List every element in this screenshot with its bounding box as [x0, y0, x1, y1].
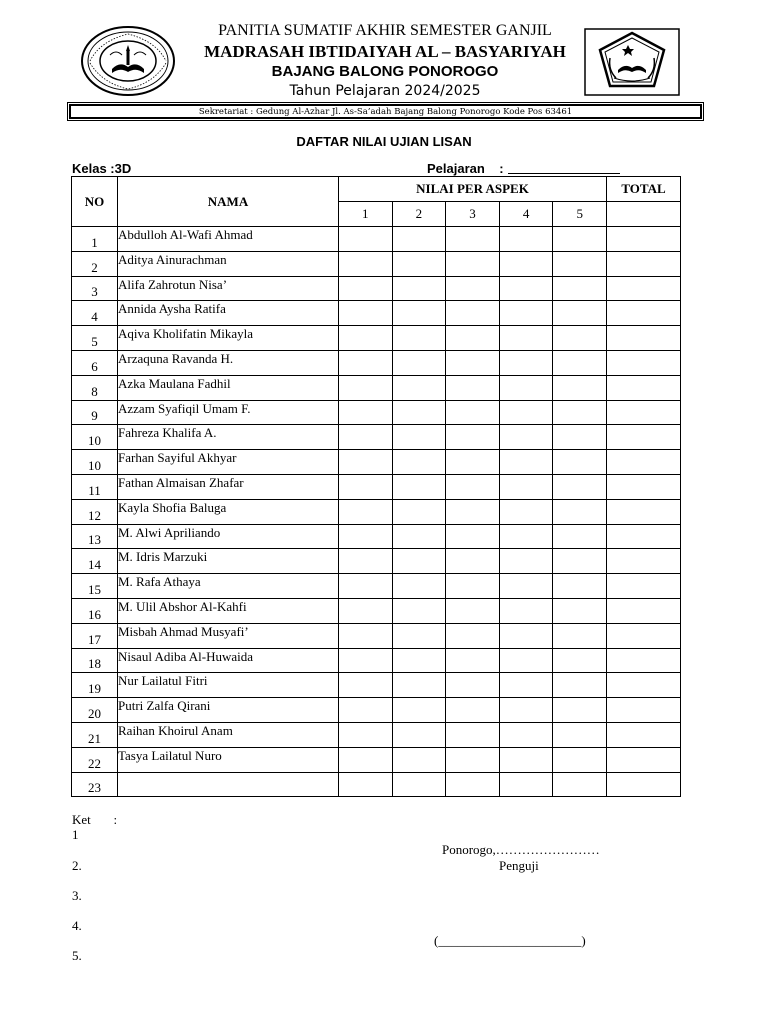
score-cell-aspek-4 [499, 400, 553, 425]
committee-heading: PANITIA SUMATIF AKHIR SEMESTER GANJIL [218, 22, 552, 39]
student-name: Annida Aysha Ratifa [118, 301, 339, 326]
student-name: M. Ulil Abshor Al-Kahfi [118, 598, 339, 623]
signature-place-date: Ponorogo,…………………… [442, 842, 600, 857]
score-cell-aspek-2 [392, 598, 446, 623]
score-cell-aspek-1 [339, 227, 393, 252]
score-cell-total [607, 549, 681, 574]
secretariat-address: Sekretariat : Gedung Al-Azhar Jl. As-Sa’adah Bajang Balong Ponorogo Kode Pos 63461 [69, 104, 702, 119]
score-cell-aspek-4 [499, 698, 553, 723]
student-name: Tasya Lailatul Nuro [118, 747, 339, 772]
row-number: 6 [72, 350, 118, 375]
score-cell-total [607, 524, 681, 549]
table-row [72, 227, 681, 252]
score-cell-aspek-5 [553, 673, 607, 698]
student-name: Aditya Ainurachman [118, 251, 339, 276]
row-number: 2 [72, 251, 118, 276]
student-name: Misbah Ahmad Musyafi’ [118, 623, 339, 648]
score-cell-aspek-3 [446, 772, 500, 797]
student-name: Putri Zalfa Qirani [118, 698, 339, 723]
student-name: Raihan Khoirul Anam [118, 722, 339, 747]
row-number: 19 [72, 673, 118, 698]
score-cell-aspek-3 [446, 549, 500, 574]
score-cell-aspek-5 [553, 549, 607, 574]
row-number: 10 [72, 425, 118, 450]
score-cell-aspek-4 [499, 375, 553, 400]
table-row [72, 301, 681, 326]
score-cell-aspek-3 [446, 375, 500, 400]
score-cell-aspek-5 [553, 375, 607, 400]
score-cell-aspek-5 [553, 499, 607, 524]
signature-name-line: (______________________) [434, 933, 586, 948]
score-cell-aspek-3 [446, 450, 500, 475]
row-number: 17 [72, 623, 118, 648]
subject-label: Pelajaran : [427, 161, 504, 176]
table-row [72, 747, 681, 772]
score-cell-aspek-4 [499, 301, 553, 326]
score-cell-aspek-5 [553, 301, 607, 326]
header-aspek-3: 3 [446, 202, 500, 227]
score-cell-aspek-1 [339, 400, 393, 425]
score-cell-aspek-3 [446, 251, 500, 276]
score-cell-total [607, 251, 681, 276]
student-name: Azka Maulana Fadhil [118, 375, 339, 400]
score-cell-total [607, 574, 681, 599]
row-number: 3 [72, 276, 118, 301]
student-name: Nur Lailatul Fitri [118, 673, 339, 698]
student-name: Arzaquna Ravanda H. [118, 350, 339, 375]
student-name: Kayla Shofia Baluga [118, 499, 339, 524]
header-total-blank [607, 202, 681, 227]
header-aspek-1: 1 [339, 202, 393, 227]
header-aspek-4: 4 [499, 202, 553, 227]
score-cell-aspek-1 [339, 350, 393, 375]
table-row [72, 549, 681, 574]
row-number: 15 [72, 574, 118, 599]
score-cell-total [607, 400, 681, 425]
score-cell-aspek-5 [553, 772, 607, 797]
score-cell-aspek-3 [446, 474, 500, 499]
score-cell-aspek-5 [553, 276, 607, 301]
score-cell-aspek-1 [339, 598, 393, 623]
score-cell-aspek-1 [339, 574, 393, 599]
score-cell-aspek-1 [339, 499, 393, 524]
score-cell-aspek-4 [499, 227, 553, 252]
score-cell-aspek-1 [339, 251, 393, 276]
ket-item-4: 4. [72, 918, 82, 933]
ket-label: Ket : [72, 812, 118, 827]
score-cell-aspek-1 [339, 623, 393, 648]
score-cell-aspek-3 [446, 524, 500, 549]
score-cell-aspek-2 [392, 474, 446, 499]
score-cell-total [607, 326, 681, 351]
score-cell-aspek-2 [392, 574, 446, 599]
score-cell-aspek-2 [392, 251, 446, 276]
score-cell-aspek-4 [499, 326, 553, 351]
student-name: M. Idris Marzuki [118, 549, 339, 574]
header-nilai-per-aspek: NILAI PER ASPEK [339, 177, 607, 202]
score-cell-total [607, 772, 681, 797]
student-name: Aqiva Kholifatin Mikayla [118, 326, 339, 351]
score-cell-total [607, 623, 681, 648]
score-cell-aspek-1 [339, 698, 393, 723]
score-cell-aspek-1 [339, 301, 393, 326]
score-cell-aspek-2 [392, 549, 446, 574]
score-cell-aspek-4 [499, 598, 553, 623]
row-number: 23 [72, 772, 118, 797]
score-cell-aspek-5 [553, 350, 607, 375]
score-cell-aspek-1 [339, 450, 393, 475]
table-row [72, 350, 681, 375]
score-cell-aspek-2 [392, 499, 446, 524]
score-cell-total [607, 698, 681, 723]
table-row [72, 673, 681, 698]
score-cell-aspek-3 [446, 747, 500, 772]
score-cell-aspek-5 [553, 648, 607, 673]
score-cell-aspek-2 [392, 648, 446, 673]
score-cell-aspek-1 [339, 549, 393, 574]
score-cell-aspek-4 [499, 722, 553, 747]
score-cell-aspek-5 [553, 251, 607, 276]
signature-role: Penguji [499, 858, 539, 873]
header-nama: NAMA [118, 177, 339, 227]
score-cell-aspek-4 [499, 524, 553, 549]
score-cell-aspek-2 [392, 722, 446, 747]
score-cell-aspek-3 [446, 574, 500, 599]
score-cell-aspek-1 [339, 425, 393, 450]
student-name: Fahreza Khalifa A. [118, 425, 339, 450]
score-cell-aspek-3 [446, 648, 500, 673]
row-number: 18 [72, 648, 118, 673]
score-cell-aspek-2 [392, 227, 446, 252]
score-cell-aspek-3 [446, 722, 500, 747]
row-number: 13 [72, 524, 118, 549]
table-row [72, 574, 681, 599]
score-cell-aspek-1 [339, 772, 393, 797]
score-cell-aspek-3 [446, 673, 500, 698]
score-cell-aspek-5 [553, 747, 607, 772]
score-cell-aspek-1 [339, 747, 393, 772]
school-name: MADRASAH IBTIDAIYAH AL – BASYARIYAH [204, 42, 566, 61]
score-cell-total [607, 747, 681, 772]
score-cell-aspek-2 [392, 425, 446, 450]
header-aspek-5: 5 [553, 202, 607, 227]
table-row [72, 474, 681, 499]
score-cell-aspek-1 [339, 474, 393, 499]
score-cell-aspek-5 [553, 400, 607, 425]
table-row [72, 375, 681, 400]
ket-item-1: 1 [72, 827, 79, 842]
score-cell-aspek-2 [392, 524, 446, 549]
row-number: 4 [72, 301, 118, 326]
table-row [72, 400, 681, 425]
score-cell-aspek-2 [392, 350, 446, 375]
student-name: M. Alwi Apriliando [118, 524, 339, 549]
score-cell-aspek-4 [499, 474, 553, 499]
score-cell-total [607, 450, 681, 475]
row-number: 10 [72, 450, 118, 475]
score-cell-total [607, 648, 681, 673]
score-cell-total [607, 375, 681, 400]
student-name: Alifa Zahrotun Nisa’ [118, 276, 339, 301]
score-cell-aspek-5 [553, 623, 607, 648]
student-name: Fathan Almaisan Zhafar [118, 474, 339, 499]
student-name: Nisaul Adiba Al-Huwaida [118, 648, 339, 673]
score-cell-aspek-5 [553, 524, 607, 549]
score-cell-aspek-4 [499, 648, 553, 673]
row-number: 12 [72, 499, 118, 524]
score-cell-aspek-4 [499, 623, 553, 648]
row-number: 1 [72, 227, 118, 252]
score-cell-aspek-4 [499, 251, 553, 276]
score-cell-aspek-5 [553, 227, 607, 252]
score-cell-total [607, 276, 681, 301]
row-number: 8 [72, 375, 118, 400]
score-cell-aspek-2 [392, 698, 446, 723]
table-row [72, 648, 681, 673]
score-cell-aspek-2 [392, 276, 446, 301]
row-number: 21 [72, 722, 118, 747]
score-cell-aspek-3 [446, 598, 500, 623]
score-cell-aspek-5 [553, 574, 607, 599]
score-cell-aspek-3 [446, 227, 500, 252]
score-cell-aspek-4 [499, 772, 553, 797]
score-cell-aspek-1 [339, 673, 393, 698]
student-name [118, 772, 339, 797]
score-cell-aspek-4 [499, 425, 553, 450]
table-row [72, 623, 681, 648]
document-title: DAFTAR NILAI UJIAN LISAN [296, 134, 472, 149]
ministry-logo-right [584, 28, 680, 96]
table-row [72, 326, 681, 351]
score-cell-aspek-3 [446, 698, 500, 723]
table-row [72, 524, 681, 549]
score-cell-aspek-4 [499, 747, 553, 772]
subject-blank-line [508, 173, 620, 174]
row-number: 5 [72, 326, 118, 351]
ket-item-3: 3. [72, 888, 82, 903]
score-table [71, 176, 681, 797]
student-name: M. Rafa Athaya [118, 574, 339, 599]
score-cell-aspek-5 [553, 722, 607, 747]
score-cell-aspek-2 [392, 400, 446, 425]
school-location: BAJANG BALONG PONOROGO [271, 63, 499, 80]
student-name: Abdulloh Al-Wafi Ahmad [118, 227, 339, 252]
score-cell-aspek-4 [499, 673, 553, 698]
ket-item-5: 5. [72, 948, 82, 963]
table-row [72, 698, 681, 723]
score-cell-aspek-4 [499, 276, 553, 301]
score-cell-aspek-3 [446, 499, 500, 524]
table-row [72, 425, 681, 450]
row-number: 11 [72, 474, 118, 499]
score-cell-aspek-3 [446, 623, 500, 648]
score-cell-total [607, 301, 681, 326]
score-cell-aspek-4 [499, 450, 553, 475]
academic-year: Tahun Pelajaran 2024/2025 [289, 83, 481, 99]
score-cell-aspek-4 [499, 574, 553, 599]
score-cell-aspek-4 [499, 499, 553, 524]
score-cell-aspek-2 [392, 326, 446, 351]
score-cell-total [607, 598, 681, 623]
score-cell-aspek-3 [446, 350, 500, 375]
ket-item-2: 2. [72, 858, 82, 873]
score-cell-aspek-4 [499, 350, 553, 375]
score-cell-aspek-3 [446, 400, 500, 425]
header-aspek-2: 2 [392, 202, 446, 227]
score-cell-total [607, 350, 681, 375]
class-label: Kelas :3D [72, 161, 132, 176]
score-cell-aspek-2 [392, 772, 446, 797]
school-logo-left [80, 25, 176, 97]
score-cell-aspek-5 [553, 474, 607, 499]
score-cell-aspek-5 [553, 450, 607, 475]
score-cell-aspek-2 [392, 450, 446, 475]
score-cell-total [607, 722, 681, 747]
row-number: 20 [72, 698, 118, 723]
score-cell-aspek-1 [339, 524, 393, 549]
score-cell-aspek-5 [553, 326, 607, 351]
table-row [72, 722, 681, 747]
score-cell-total [607, 673, 681, 698]
score-cell-aspek-5 [553, 598, 607, 623]
score-cell-aspek-4 [499, 549, 553, 574]
table-row [72, 276, 681, 301]
score-cell-aspek-2 [392, 623, 446, 648]
score-cell-aspek-1 [339, 326, 393, 351]
table-row [72, 251, 681, 276]
header-total: TOTAL [607, 177, 681, 202]
score-cell-aspek-3 [446, 326, 500, 351]
row-number: 14 [72, 549, 118, 574]
score-cell-aspek-2 [392, 301, 446, 326]
score-cell-total [607, 474, 681, 499]
row-number: 16 [72, 598, 118, 623]
table-row [72, 598, 681, 623]
score-cell-aspek-3 [446, 301, 500, 326]
score-cell-aspek-2 [392, 673, 446, 698]
score-cell-aspek-2 [392, 375, 446, 400]
score-cell-total [607, 425, 681, 450]
score-cell-aspek-5 [553, 425, 607, 450]
score-cell-aspek-3 [446, 276, 500, 301]
table-row [72, 772, 681, 797]
table-row [72, 450, 681, 475]
student-name: Azzam Syafiqil Umam F. [118, 400, 339, 425]
score-cell-aspek-1 [339, 276, 393, 301]
row-number: 22 [72, 747, 118, 772]
score-cell-aspek-1 [339, 375, 393, 400]
score-cell-aspek-1 [339, 722, 393, 747]
score-cell-total [607, 499, 681, 524]
score-cell-aspek-3 [446, 425, 500, 450]
score-cell-aspek-1 [339, 648, 393, 673]
score-cell-aspek-5 [553, 698, 607, 723]
score-cell-total [607, 227, 681, 252]
score-cell-aspek-2 [392, 747, 446, 772]
table-row [72, 499, 681, 524]
row-number: 9 [72, 400, 118, 425]
student-name: Farhan Sayiful Akhyar [118, 450, 339, 475]
header-no: NO [72, 177, 118, 227]
